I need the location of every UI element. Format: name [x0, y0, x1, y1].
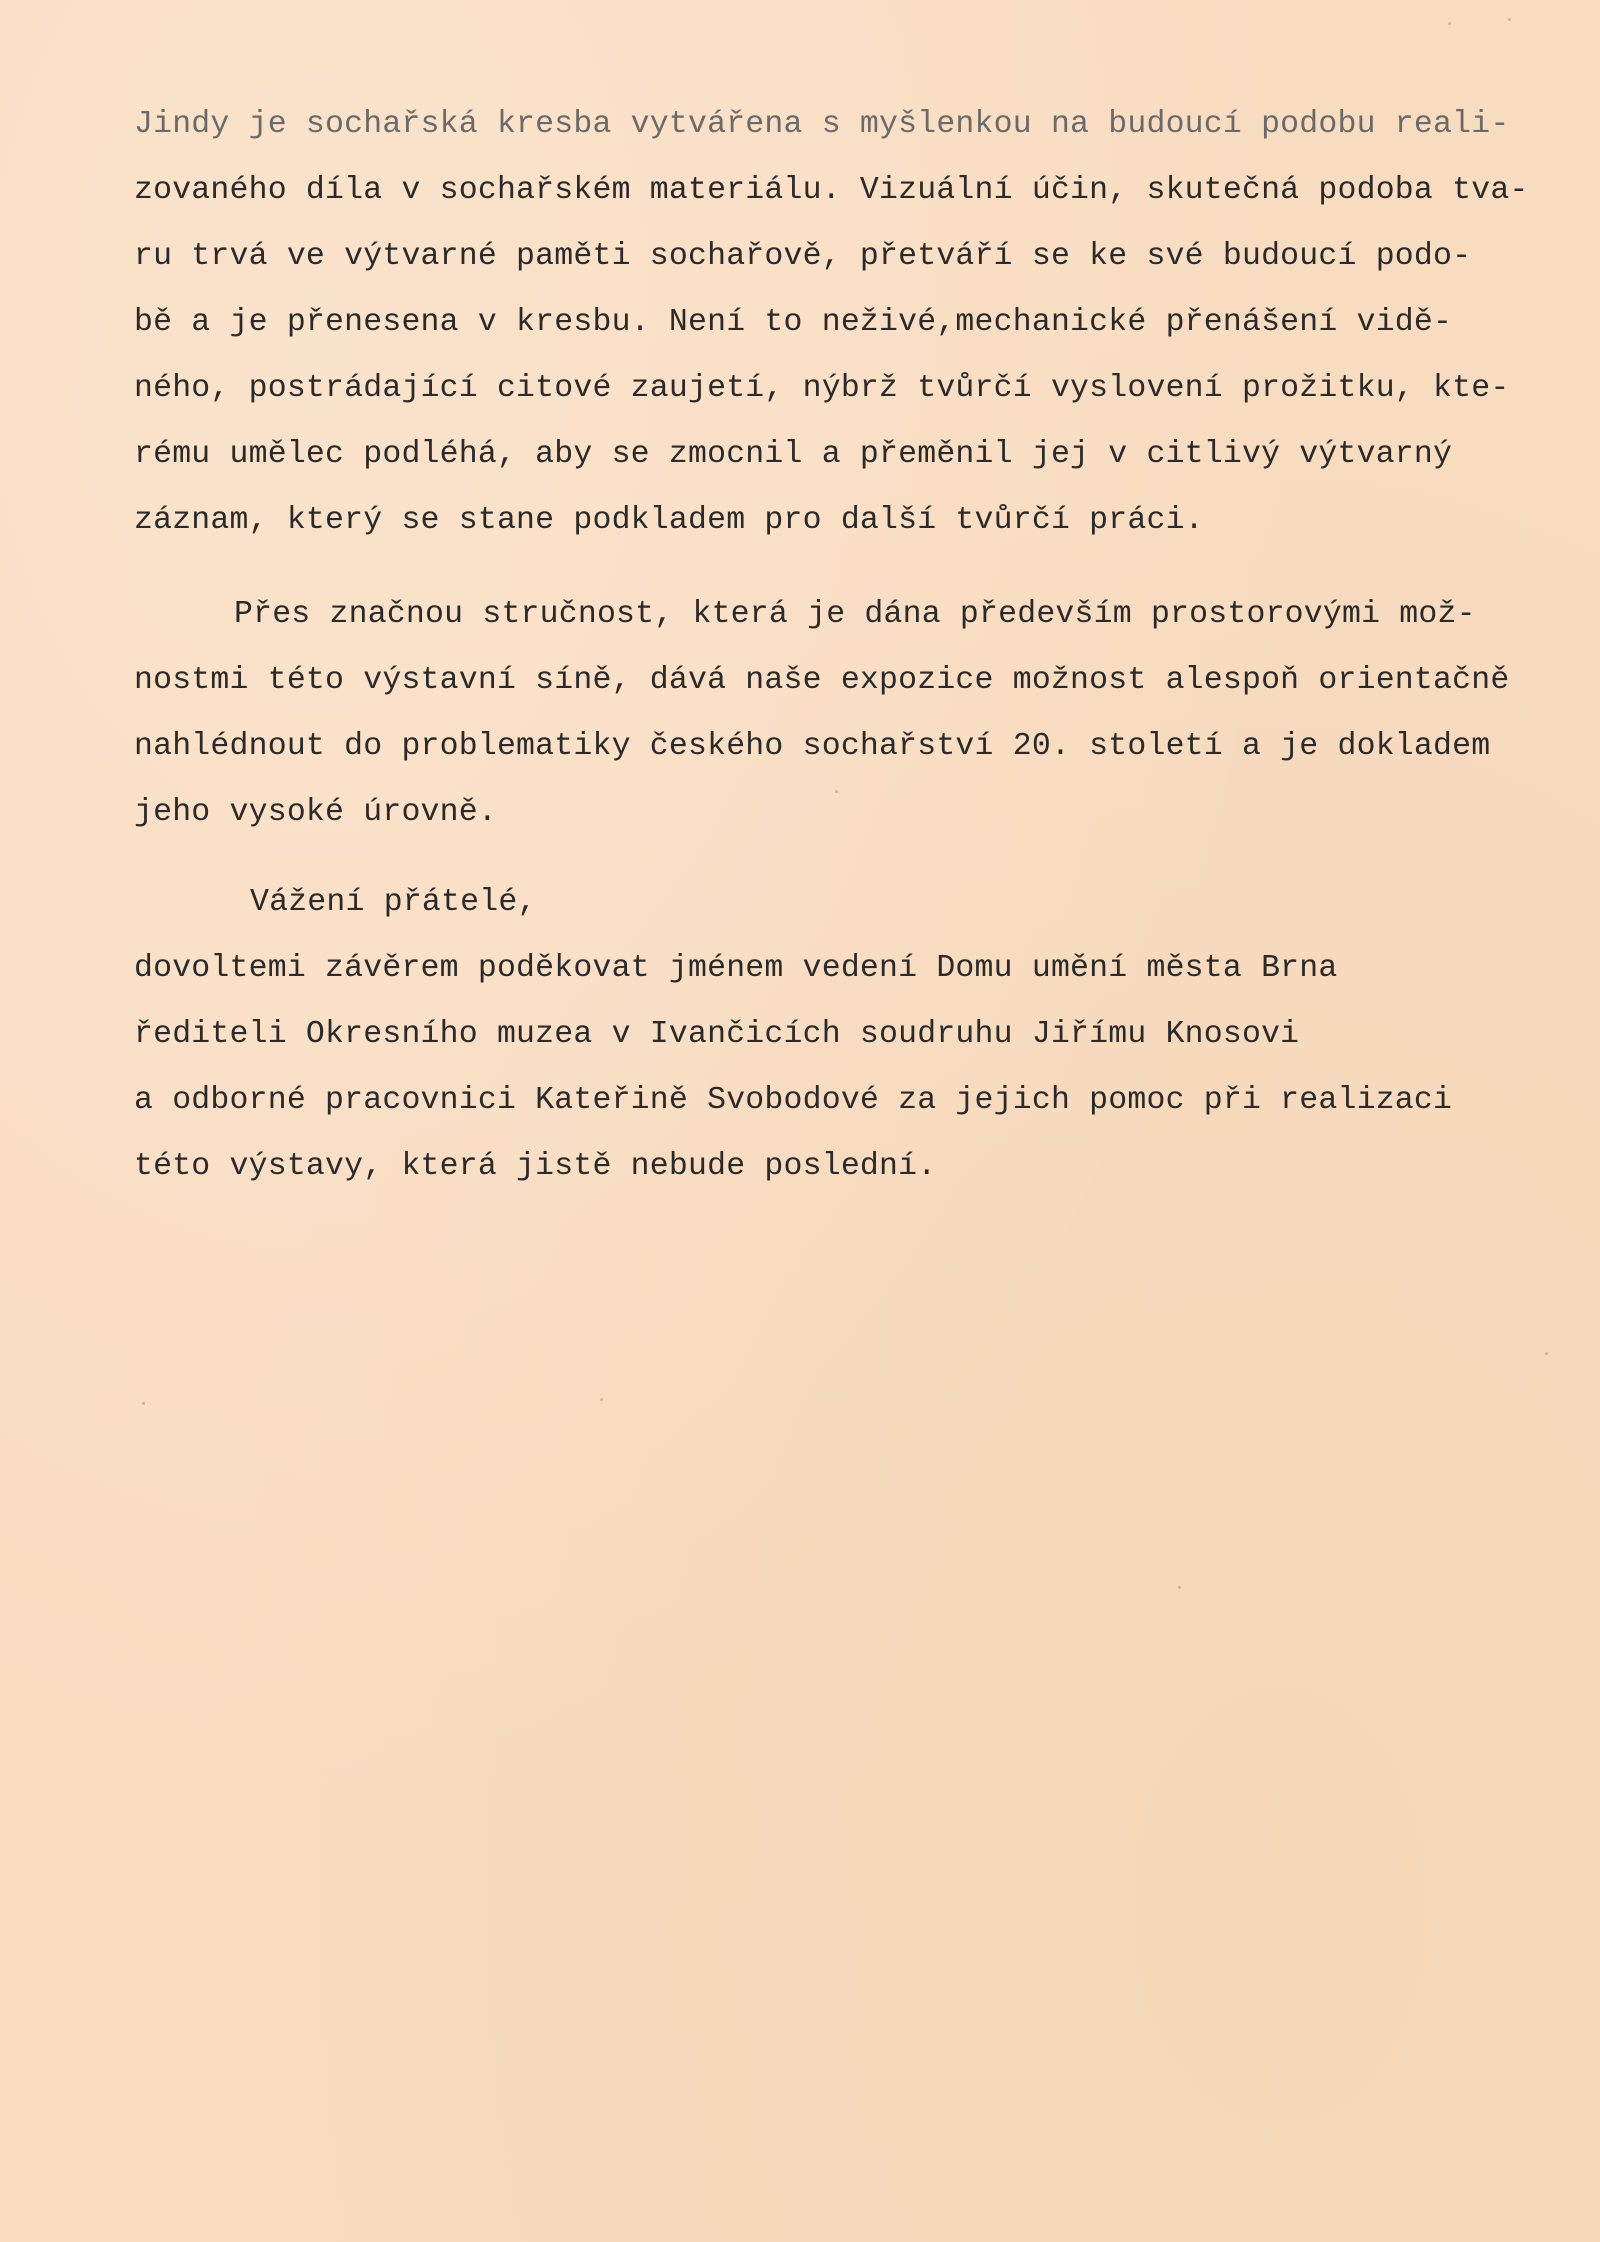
text-line: ru trvá ve výtvarné paměti sochařově, přetváří se ke své budoucí podo-: [134, 239, 1472, 274]
paper-speck: [142, 1402, 145, 1405]
text-line: zovaného díla v sochařském materiálu. Vizuální účin, skutečná podoba tva-: [134, 173, 1529, 208]
salutation: Vážení přátelé,: [250, 885, 537, 920]
text-line: Přes značnou stručnost, která je dána především prostorovými mož-: [234, 597, 1476, 632]
paragraph-gap: [134, 554, 1564, 582]
text-line: Jindy je sochařská kresba vytvářena s myšlenkou na budoucí podobu reali-: [134, 107, 1510, 142]
text-line: ného, postrádající citové zaujetí, nýbrž tvůrčí vyslovení prožitku, kte-: [134, 371, 1510, 406]
paper-speck: [1448, 22, 1451, 25]
text-line: nahlédnout do problematiky českého sochařství 20. století a je dokladem: [134, 729, 1491, 764]
paper-speck: [1178, 1586, 1181, 1589]
text-line: nostmi této výstavní síně, dává naše expozice možnost alespoň orientačně: [134, 663, 1510, 698]
paper-speck: [1545, 1352, 1548, 1355]
text-line: dovoltemi závěrem poděkovat jménem vedení Domu umění města Brna: [134, 951, 1338, 986]
text-line: této výstavy, která jistě nebude poslední.: [134, 1149, 937, 1184]
text-line: řediteli Okresního muzea v Ivančicích soudruhu Jiřímu Knosovi: [134, 1017, 1300, 1052]
paper-speck: [600, 1398, 603, 1401]
paragraph-gap: [134, 846, 1564, 870]
text-line: rému umělec podléhá, aby se zmocnil a přeměnil jej v citlivý výtvarný: [134, 437, 1453, 472]
text-line: záznam, který se stane podkladem pro další tvůrčí práci.: [134, 503, 1204, 538]
text-line: jeho vysoké úrovně.: [134, 795, 497, 830]
text-line: a odborné pracovnici Kateřině Svobodové za jejich pomoc při realizaci: [134, 1083, 1453, 1118]
text-line: bě a je přenesena v kresbu. Není to neživé,mechanické přenášení vidě-: [134, 305, 1453, 340]
paper-speck: [1508, 18, 1511, 21]
typed-text: [134, 92, 1564, 1200]
